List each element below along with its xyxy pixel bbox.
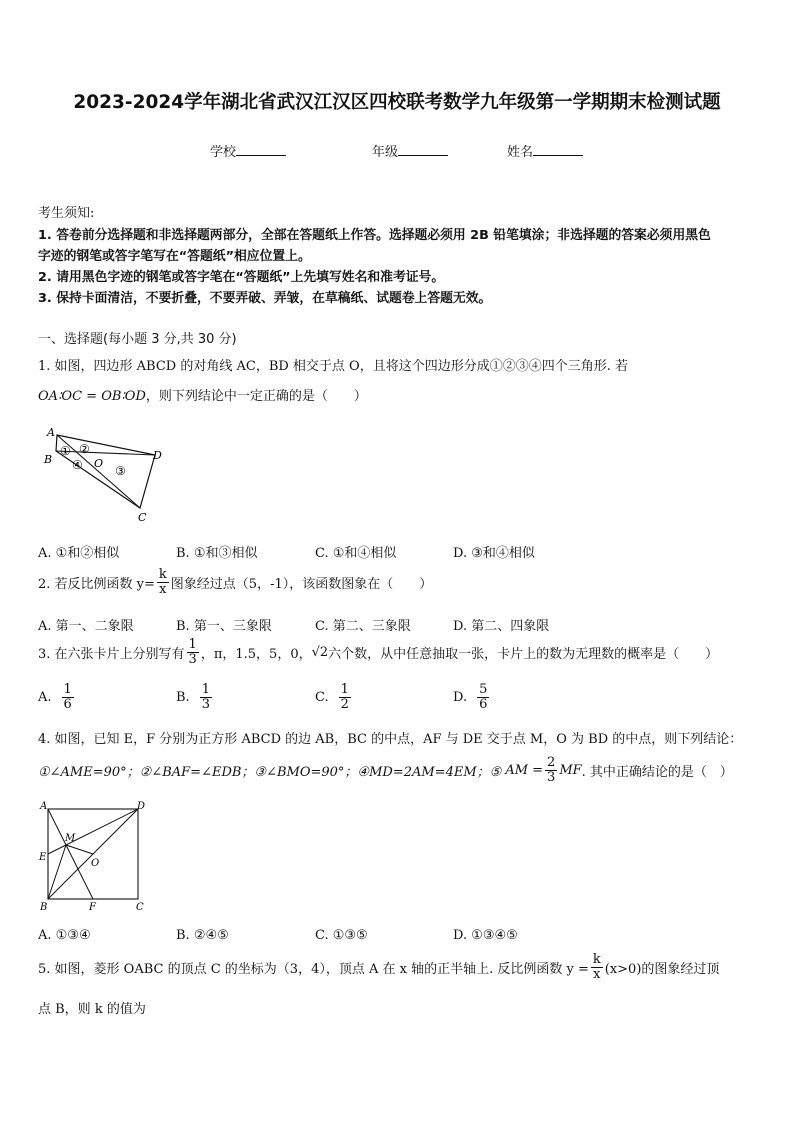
section-heading: 一、选择题(每小题 3 分,共 30 分) (38, 332, 237, 347)
q3-option-c-num: 1 (340, 682, 349, 697)
q4-option-b[interactable]: B. ②④⑤ (176, 928, 229, 943)
q1-quadrilateral (56, 435, 155, 508)
q3-sqrt: √2 (311, 645, 329, 660)
school-field (210, 141, 286, 160)
q5-frac-num: k (592, 952, 601, 967)
q2-option-c[interactable]: C. 第二、三象限 (315, 619, 411, 634)
q1-label-c: C (138, 511, 147, 524)
notice-line-3: 3. 保持卡面清洁，不要折叠，不要弄破、弄皱，在草稿纸、试题卷上答题无效。 (38, 291, 492, 306)
q4-option-a[interactable]: A. ①③④ (38, 928, 91, 943)
q5-pre: 5. 如图，菱形 OABC 的顶点 C 的坐标为（3，4），顶点 A 在 x 轴的正半轴上. 反比例函数 y = (38, 962, 589, 977)
q3-option-a-den: 6 (63, 697, 72, 712)
q3-option-d[interactable] (453, 683, 491, 712)
q4-line-2 (38, 756, 733, 785)
q5-stem (38, 953, 719, 982)
q4-figure (36, 798, 156, 914)
q1-option-d[interactable]: D. ③和④相似 (453, 546, 535, 561)
q3-option-a-letter: A. (38, 690, 52, 705)
q3-option-c[interactable] (315, 683, 353, 712)
notice-line-2: 2. 请用黑色字迹的钢笔或答字笔在“答题纸”上先填写姓名和准考证号。 (38, 270, 445, 285)
notice-line-1b: 字迹的钢笔或答字笔写在“答题纸”相应位置上。 (38, 249, 311, 264)
q3-fraction (187, 638, 199, 667)
school-blank (236, 143, 286, 156)
grade-blank (398, 143, 448, 156)
q1-option-c[interactable]: C. ①和④相似 (315, 546, 397, 561)
q4-label-o: O (91, 858, 100, 869)
q3-option-b-den: 3 (201, 697, 210, 712)
q3-option-c-letter: C. (315, 690, 329, 705)
q4-label-f: F (89, 902, 96, 913)
q3-option-d-den: 6 (479, 697, 488, 712)
q3-mid: ，π，1.5，5，0， (200, 647, 312, 662)
q5-frac-den: x (593, 967, 601, 982)
q4-segment-af (48, 809, 93, 899)
q1-region-4: ④ (72, 458, 83, 472)
q5-line-2: 点 B，则 k 的值为 (38, 1002, 146, 1017)
q2-frac-num: k (158, 567, 167, 582)
q4-question: . 其中正确结论的是（ ） (581, 765, 733, 780)
q3-option-c-fraction (339, 683, 351, 712)
q1-label-b: B (44, 453, 53, 466)
q2-post: 图象经过点（5，-1），该函数图象在（ ） (170, 577, 433, 592)
grade-field (372, 141, 448, 160)
q3-option-b[interactable] (176, 683, 214, 712)
q4-label-m: M (65, 833, 76, 844)
q4-segment-de (48, 809, 138, 854)
q3-option-a[interactable] (38, 683, 76, 712)
q4-line-1: 4. 如图，已知 E，F 分别为正方形 ABCD 的边 AB，BC 的中点，AF 与 DE 交于点 M，O 为 BD 的中点，则下列结论： (38, 732, 743, 747)
q5-fraction (591, 953, 603, 982)
q3-option-b-fraction (200, 683, 212, 712)
q1-line-1: 1. 如图，四边形 ABCD 的对角线 AC，BD 相交于点 O，且将这个四边形分成①②③④四个三角形. 若 (38, 359, 628, 374)
q4-mf: MF (559, 763, 582, 778)
exam-title: 2023-2024学年湖北省武汉江汉区四校联考数学九年级第一学期期末检测试题 (73, 92, 721, 113)
q4-label-e: E (39, 852, 47, 863)
q1-label-a: A (47, 426, 55, 439)
q3-frac-num: 1 (188, 637, 197, 652)
q1-figure (38, 420, 173, 525)
q4-option-c[interactable]: C. ①③⑤ (315, 928, 368, 943)
q4-label-b: B (40, 902, 48, 913)
q1-region-3: ③ (115, 464, 126, 478)
q1-region-1: ① (60, 444, 71, 458)
q3-option-d-num: 5 (479, 682, 488, 697)
grade-label: 年级 (372, 145, 399, 160)
q2-pre: 2. 若反比例函数 y= (38, 577, 155, 592)
name-blank (533, 143, 583, 156)
q4-frac-den: 3 (547, 770, 556, 785)
q4-label-a: A (40, 801, 48, 812)
q3-option-d-fraction (477, 683, 489, 712)
q3-option-b-num: 1 (201, 682, 210, 697)
q2-option-b[interactable]: B. 第一、三象限 (176, 619, 272, 634)
q1-formula: OA∶OC = OB∶OD (38, 389, 146, 404)
q4-am: AM = (505, 763, 544, 778)
name-label: 姓名 (507, 145, 534, 160)
q4-label-d: D (137, 801, 146, 812)
q4-conclusions: ①∠AME=90°；②∠BAF=∠EDB；③∠BMO=90°；④MD=2AM=4EM；⑤ (38, 765, 502, 780)
q3-option-b-letter: B. (176, 690, 190, 705)
q3-stem (38, 638, 718, 667)
q2-frac-den: x (159, 582, 167, 597)
q3-option-c-den: 2 (340, 697, 349, 712)
q1-region-2: ② (79, 442, 90, 456)
name-field (507, 141, 583, 160)
q1-label-d: D (153, 449, 162, 462)
q3-option-d-letter: D. (453, 690, 468, 705)
notice-line-1a: 1. 答卷前分选择题和非选择题两部分，全部在答题纸上作答。选择题必须用 2B 铅笔填涂；非选择题的答案必须用黑色 (38, 228, 711, 243)
q4-label-c: C (136, 902, 144, 913)
q2-stem (38, 568, 432, 597)
q3-frac-den: 3 (188, 652, 197, 667)
q3-option-a-fraction (62, 683, 74, 712)
q5-post: (x>0)的图象经过顶 (604, 962, 720, 977)
school-label: 学校 (210, 145, 237, 160)
q1-label-o: O (94, 457, 104, 470)
q1-question: ，则下列结论中一定正确的是（ ） (145, 389, 367, 404)
q1-line-2 (38, 385, 367, 404)
q2-fraction (157, 568, 169, 597)
q4-frac-num: 2 (547, 755, 556, 770)
q4-fraction (545, 756, 557, 785)
q2-option-d[interactable]: D. 第二、四象限 (453, 619, 550, 634)
q3-pre: 3. 在六张卡片上分别写有 (38, 647, 185, 662)
notice-heading: 考生须知: (38, 206, 95, 221)
q1-option-b[interactable]: B. ①和③相似 (176, 546, 258, 561)
q4-option-d[interactable]: D. ①③④⑤ (453, 928, 518, 943)
q2-option-a[interactable]: A. 第一、二象限 (38, 619, 134, 634)
q3-option-a-num: 1 (63, 682, 72, 697)
q1-option-a[interactable]: A. ①和②相似 (38, 546, 120, 561)
q3-post: 六个数，从中任意抽取一张，卡片上的数为无理数的概率是（ ） (328, 647, 719, 662)
